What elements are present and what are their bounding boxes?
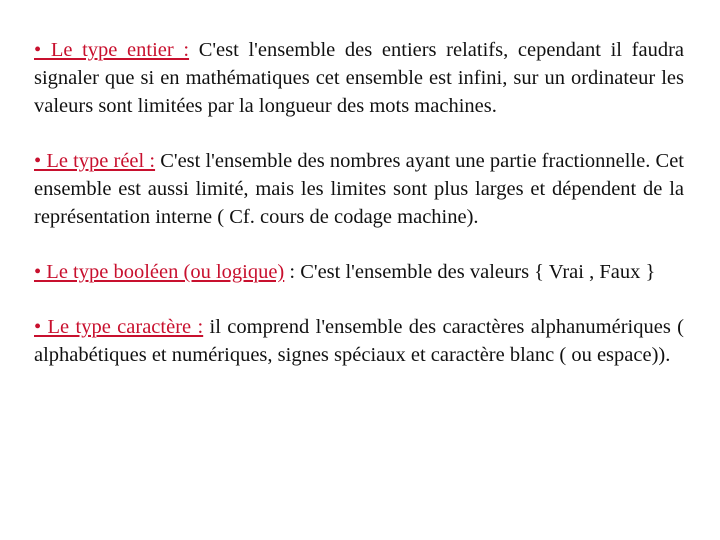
term-type-entier: • Le type entier : bbox=[34, 39, 190, 61]
term-type-reel: • Le type réel : bbox=[34, 150, 156, 172]
paragraph-type-booleen bbox=[34, 258, 684, 286]
paragraph-type-reel bbox=[34, 147, 684, 231]
term-type-booleen: • Le type booléen (ou logique) bbox=[34, 261, 285, 283]
paragraph-type-caractere bbox=[34, 313, 684, 369]
definition-type-booleen: : C'est l'ensemble des valeurs { Vrai , Faux } bbox=[284, 261, 656, 283]
definition-type-reel: C'est l'ensemble des nombres ayant une partie fractionnelle. Cet ensemble est aussi limité, mais les limites sont plus larges et dépendent de la représentation interne ( Cf. cours de codage machine). bbox=[34, 150, 684, 228]
definition-type-entier: C'est l'ensemble des entiers relatifs, cependant il faudra signaler que si en mathématiques cet ensemble est infini, sur un ordinateur les valeurs sont limitées par la longueur des mots machines. bbox=[34, 39, 684, 117]
paragraph-type-entier bbox=[34, 36, 684, 120]
term-type-caractere: • Le type caractère : bbox=[34, 316, 204, 338]
definition-type-caractere: il comprend l'ensemble des caractères alphanumériques ( alphabétiques et numériques, signes spéciaux et caractère blanc ( ou espace)). bbox=[34, 316, 684, 366]
